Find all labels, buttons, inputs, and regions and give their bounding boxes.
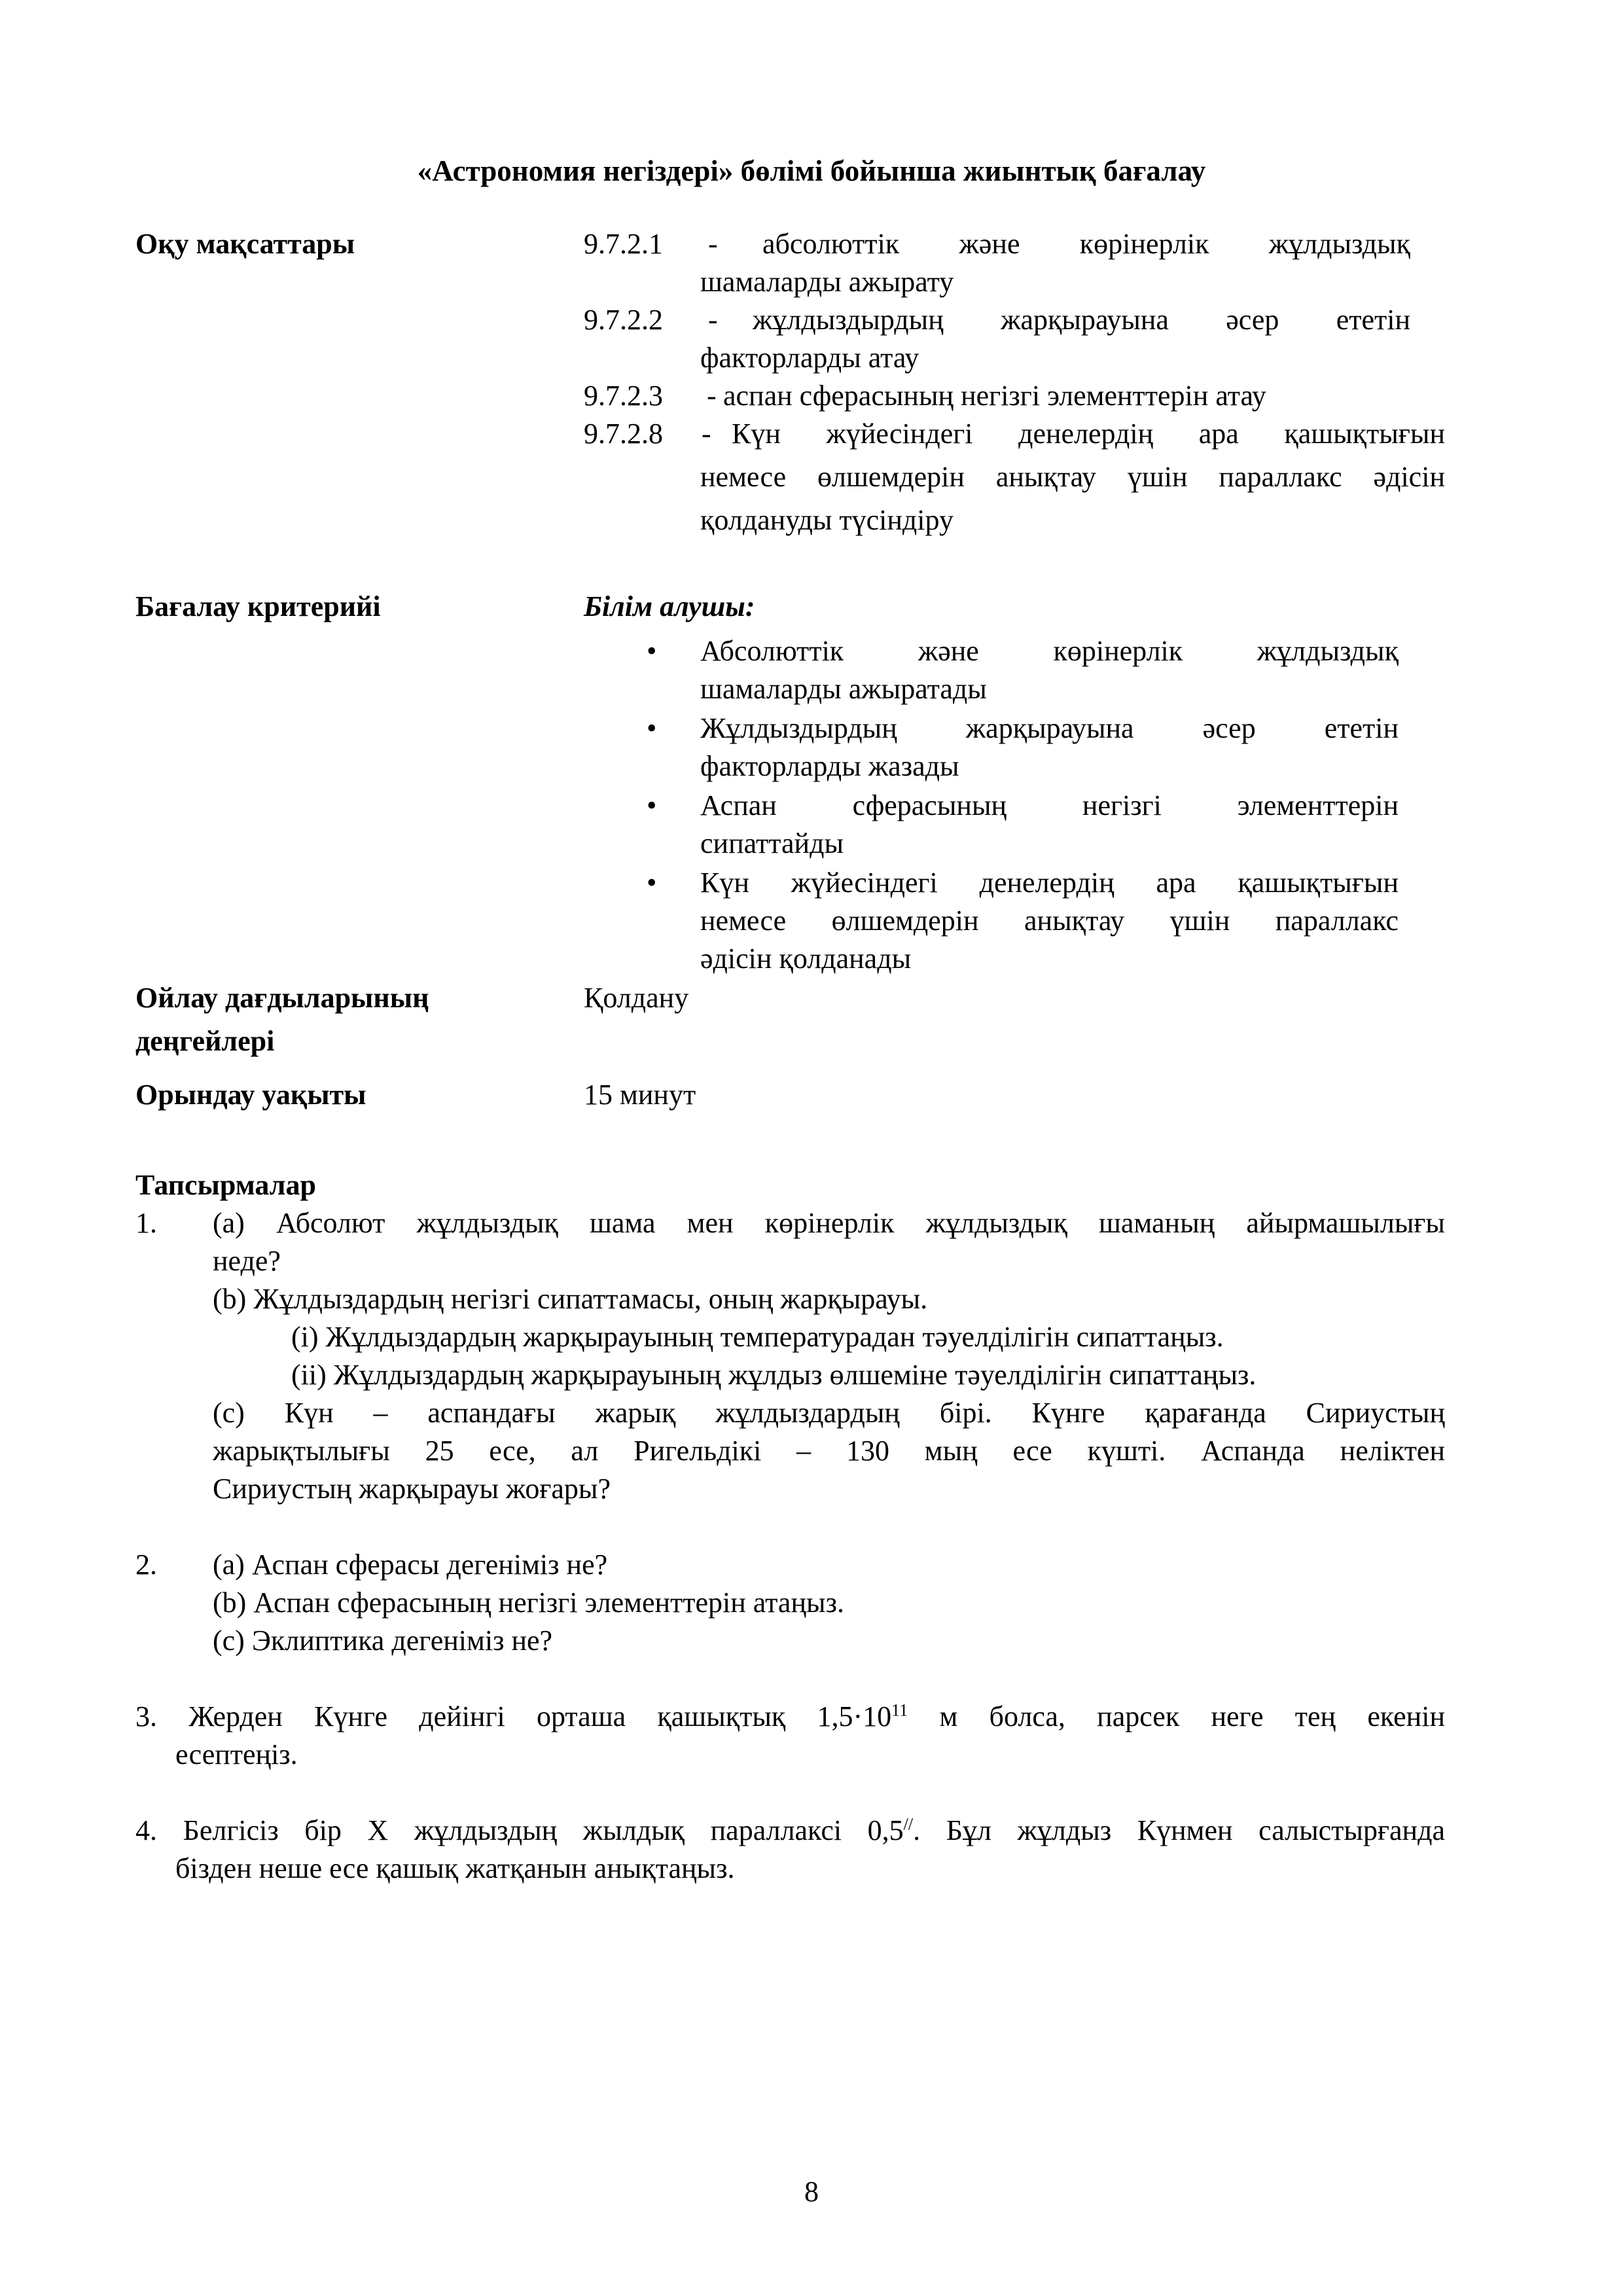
objective-text-cont: шамаларды ажырату xyxy=(700,266,954,298)
task-1c-cont: жарықтылығы 25 есе, ал Ригельдікі – 130 мың есе күшті. Аспанда неліктен xyxy=(213,1435,1445,1467)
objectives-label: Оқу мақсаттары xyxy=(135,228,355,260)
objective-text-cont: факторларды атау xyxy=(700,342,919,374)
objective-text: Күн жүйесіндегі денелердің ара қашықтығын xyxy=(732,418,1445,450)
criteria-item-cont: факторларды жазады xyxy=(700,750,959,782)
page-number: 8 xyxy=(804,2176,819,2208)
task-1c: (c) Күн – аспандағы жарық жұлдыздардың бірі. Күнге қарағанда Сириустың xyxy=(213,1397,1445,1429)
task-1b-ii: (ii) Жұлдыздардың жарқырауының жұлдыз өлшеміне тәуелділігін сипаттаңыз. xyxy=(291,1359,1257,1391)
objective-separator: - xyxy=(708,304,718,336)
time-value: 15 минут xyxy=(584,1079,696,1111)
task-1b-i: (i) Жұлдыздардың жарқырауының температурадан тәуелділігін сипаттаңыз. xyxy=(291,1321,1224,1353)
task-2b: (b) Аспан сферасының негізгі элементтерін атаңыз. xyxy=(213,1587,844,1619)
task-4-arcsec: // xyxy=(903,1814,914,1834)
task-1c-cont: Сириустың жарқырауы жоғары? xyxy=(213,1473,611,1505)
objective-code: 9.7.2.2 xyxy=(584,304,663,336)
criteria-label: Бағалау критерийі xyxy=(135,590,381,622)
tasks-heading: Тапсырмалар xyxy=(135,1169,316,1201)
criteria-item-cont: шамаларды ажыратады xyxy=(700,673,987,705)
bullet-icon: • xyxy=(647,867,657,899)
task-3-suffix: м болса, парсек неге тең екенін xyxy=(908,1700,1445,1732)
task-2a: (a) Аспан сферасы дегеніміз не? xyxy=(213,1549,608,1581)
task-4-suffix: . Бұл жұлдыз Күнмен салыстырғанда xyxy=(913,1814,1446,1846)
task-4-prefix: 4. Белгісіз бір Х жұлдыздың жылдық параллаксі 0,5 xyxy=(135,1814,904,1846)
criteria-item-cont: немесе өлшемдерін анықтау үшін параллакс xyxy=(700,905,1399,937)
objective-text: аспан сферасының негізгі элементтерін атау xyxy=(723,380,1266,412)
criteria-item: Жұлдыздырдың жарқырауына әсер ететін xyxy=(700,712,1399,744)
task-2c: (c) Эклиптика дегеніміз не? xyxy=(213,1624,553,1657)
objective-code: 9.7.2.3 xyxy=(584,380,663,412)
task-3-prefix: 3. Жерден Күнге дейінгі орташа қашықтық 1,5·10 xyxy=(135,1700,892,1732)
objective-text-cont: қолдануды түсіндіру xyxy=(700,504,954,536)
time-label: Орындау уақыты xyxy=(135,1079,366,1111)
criteria-item: Аспан сферасының негізгі элементтерін xyxy=(700,789,1399,821)
task-3-text xyxy=(135,1698,1445,1736)
objective-separator: - xyxy=(702,418,711,450)
criteria-item-cont: әдісін қолданады xyxy=(700,942,912,975)
document-title: «Астрономия негіздері» бөлімі бойынша жиынтық бағалау xyxy=(417,154,1206,187)
thinking-value: Қолдану xyxy=(584,982,689,1014)
task-3-exponent: 11 xyxy=(891,1700,908,1720)
criteria-intro: Білім алушы: xyxy=(584,590,755,622)
task-number: 2. xyxy=(135,1549,157,1581)
task-1a-cont: неде? xyxy=(213,1245,281,1277)
thinking-label: Ойлау дағдыларының xyxy=(135,982,429,1014)
task-4-text xyxy=(135,1812,1445,1850)
criteria-item-cont: сипаттайды xyxy=(700,827,844,859)
bullet-icon: • xyxy=(647,789,657,821)
objective-separator: - xyxy=(707,380,717,412)
objective-text: абсолюттік және көрінерлік жұлдыздық xyxy=(762,228,1410,260)
bullet-icon: • xyxy=(647,712,657,744)
criteria-item: Күн жүйесіндегі денелердің ара қашықтығын xyxy=(700,867,1399,899)
objective-text: жұлдыздырдың жарқырауына әсер ететін xyxy=(753,304,1410,336)
task-number: 1. xyxy=(135,1207,157,1239)
criteria-item: Абсолюттік және көрінерлік жұлдыздық xyxy=(700,635,1399,667)
task-4-cont: бізден неше есе қашық жатқанын анықтаңыз. xyxy=(175,1852,735,1884)
task-1a: (a) Абсолют жұлдыздық шама мен көрінерлік жұлдыздық шаманың айырмашылығы xyxy=(213,1207,1445,1239)
objective-separator: - xyxy=(708,228,718,260)
task-3-cont: есептеңіз. xyxy=(175,1738,298,1770)
bullet-icon: • xyxy=(647,635,657,667)
objective-code: 9.7.2.1 xyxy=(584,228,663,260)
objective-text-cont: немесе өлшемдерін анықтау үшін параллакс әдісін xyxy=(700,461,1445,493)
objective-code: 9.7.2.8 xyxy=(584,418,663,450)
thinking-label-cont: деңгейлері xyxy=(135,1025,275,1057)
task-1b: (b) Жұлдыздардың негізгі сипаттамасы, оның жарқырауы. xyxy=(213,1283,928,1315)
